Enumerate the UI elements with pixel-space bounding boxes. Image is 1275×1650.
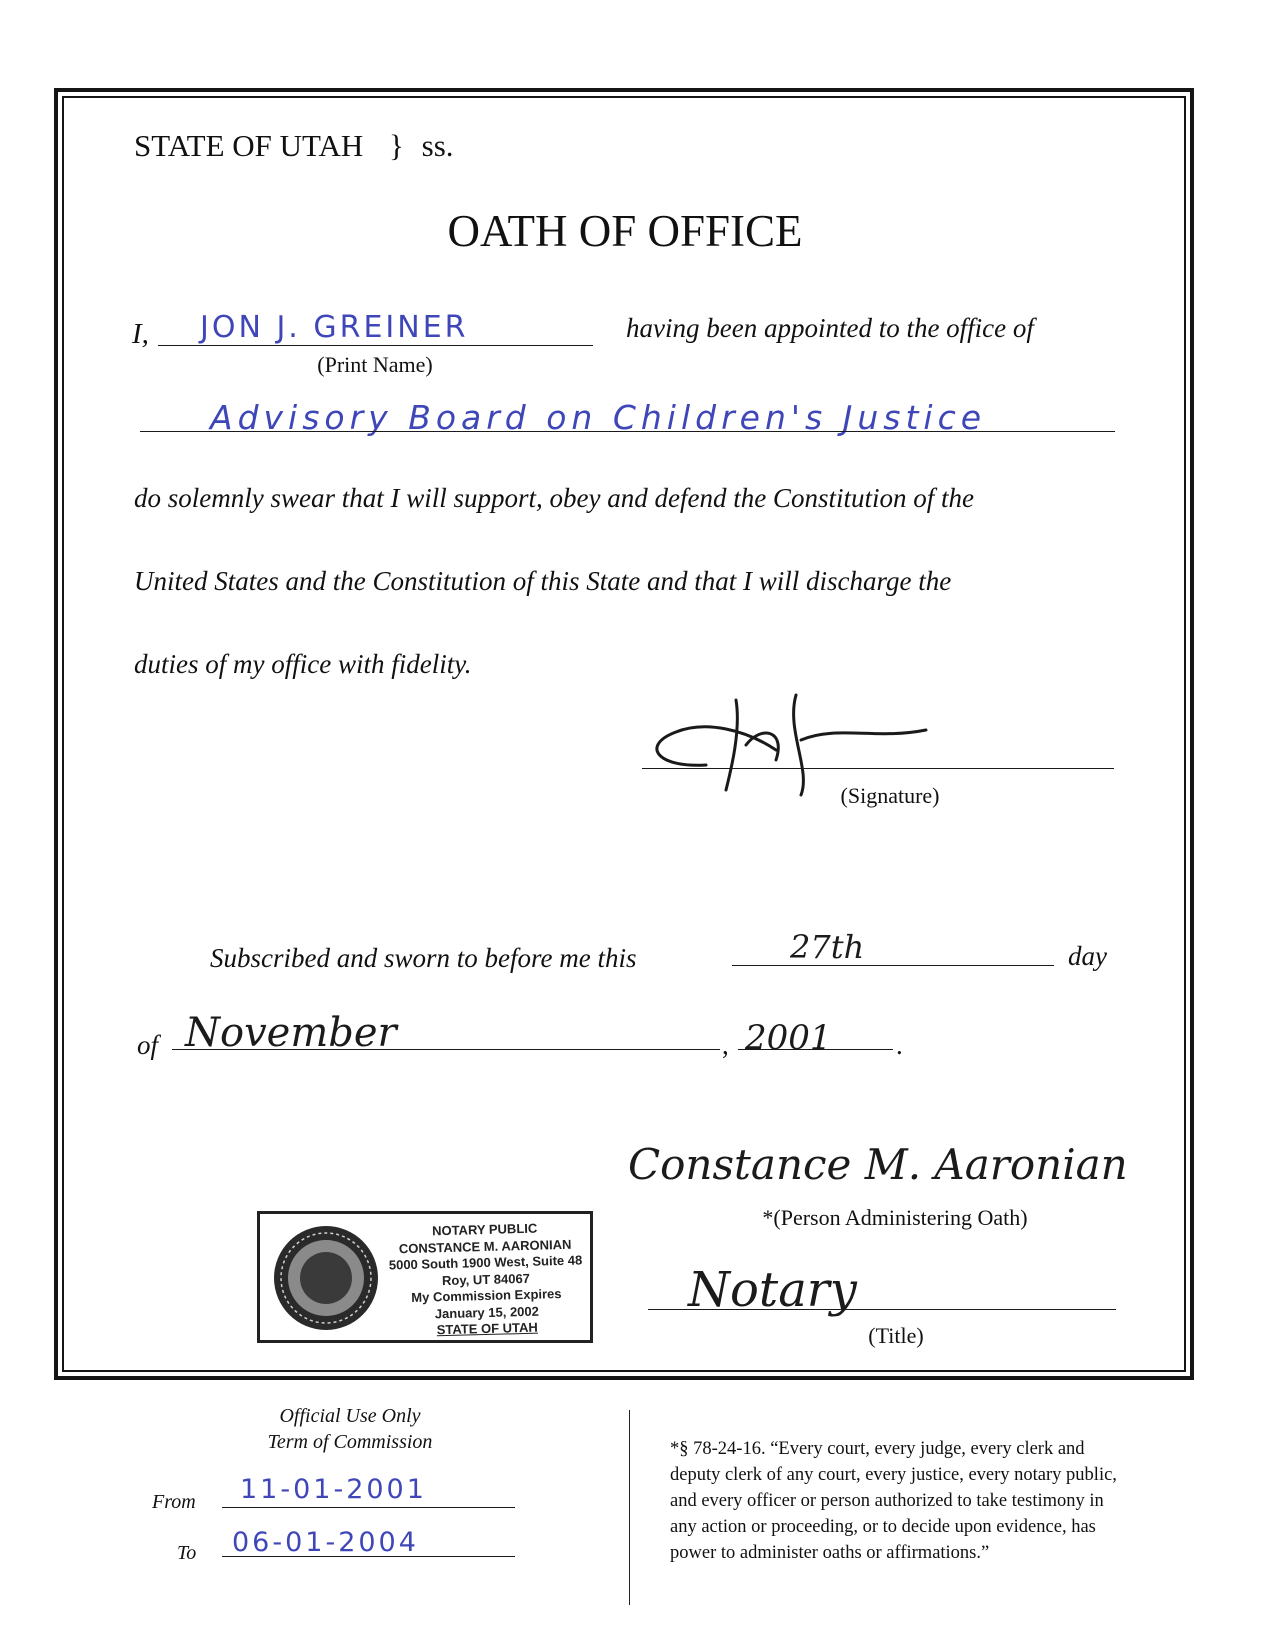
month-value: November [185,1010,397,1056]
day-value: 27th [790,928,865,966]
from-value: 11-01-2001 [240,1474,427,1505]
to-line [222,1556,515,1557]
appointed-text: having been appointed to the office of [626,313,1034,343]
of-word: of [137,1030,159,1060]
oath-text-line-2: United States and the Constitution of this State and that I will discharge the [134,566,952,596]
year-period: . [896,1030,903,1060]
year-value: 2001 [745,1018,832,1058]
day-line [732,965,1054,966]
year-line [738,1049,893,1050]
signature-line [642,768,1114,769]
signature-label: (Signature) [840,783,940,808]
vertical-divider [629,1410,630,1605]
brace: } [389,128,404,163]
official-heading-1: Official Use Only [279,1405,421,1427]
month-line [172,1049,720,1050]
oath-text-line-3: duties of my office with fidelity. [134,649,472,679]
page-title: OATH OF OFFICE [447,206,803,256]
stamp-line: Roy, UT 84067 [441,1270,531,1288]
statute-line: any action or proceeding, or to decide upon evidence, has [670,1517,1096,1537]
stamp-line: 5000 South 1900 West, Suite 48 [388,1252,583,1273]
office-value: Advisory Board on Children's Justice [210,398,987,437]
print-name-line [158,345,593,346]
stamp-line: My Commission Expires [411,1286,562,1305]
title-value: Notary [688,1262,857,1318]
statute-line: *§ 78-24-16. “Every court, every judge, every clerk and [670,1439,1085,1459]
statute-line: and every officer or person authorized to take testimony in [670,1491,1104,1511]
notary-stamp [257,1211,593,1343]
month-comma: , [722,1030,729,1060]
state-name: STATE OF UTAH [134,128,364,163]
statute-line: power to administer oaths or affirmations.” [670,1543,990,1563]
oath-text-line-1: do solemnly swear that I will support, obey and defend the Constitution of the [134,483,974,513]
stamp-line: STATE OF UTAH [436,1319,539,1338]
statute-line: deputy clerk of any court, every justice, every notary public, [670,1465,1117,1485]
stamp-line: January 15, 2002 [434,1303,540,1321]
from-label: From [152,1491,196,1513]
oath-prefix: I, [132,318,149,350]
to-label: To [177,1542,197,1564]
office-line [140,431,1115,432]
administrator-signature: Constance M. Aaronian [628,1140,1128,1189]
stamp-line: CONSTANCE M. AARONIAN [398,1236,572,1256]
title-line [648,1309,1116,1310]
ss-abbrev: ss. [421,128,454,163]
subscribed-text: Subscribed and sworn to before me this [210,943,637,973]
administrator-label: *(Person Administering Oath) [762,1205,1028,1230]
state-seal-icon [270,1222,382,1334]
from-line [222,1507,515,1508]
statute-text [670,1436,1210,1566]
day-word: day [1068,941,1107,971]
to-value: 06-01-2004 [232,1527,419,1558]
stamp-line: NOTARY PUBLIC [431,1220,538,1239]
official-heading-2: Term of Commission [267,1431,433,1453]
print-name-label: (Print Name) [317,352,433,377]
stamp-text [379,1219,594,1340]
title-label: (Title) [868,1323,924,1348]
state-header [134,128,454,164]
print-name-value: JON J. GREINER [200,310,469,345]
